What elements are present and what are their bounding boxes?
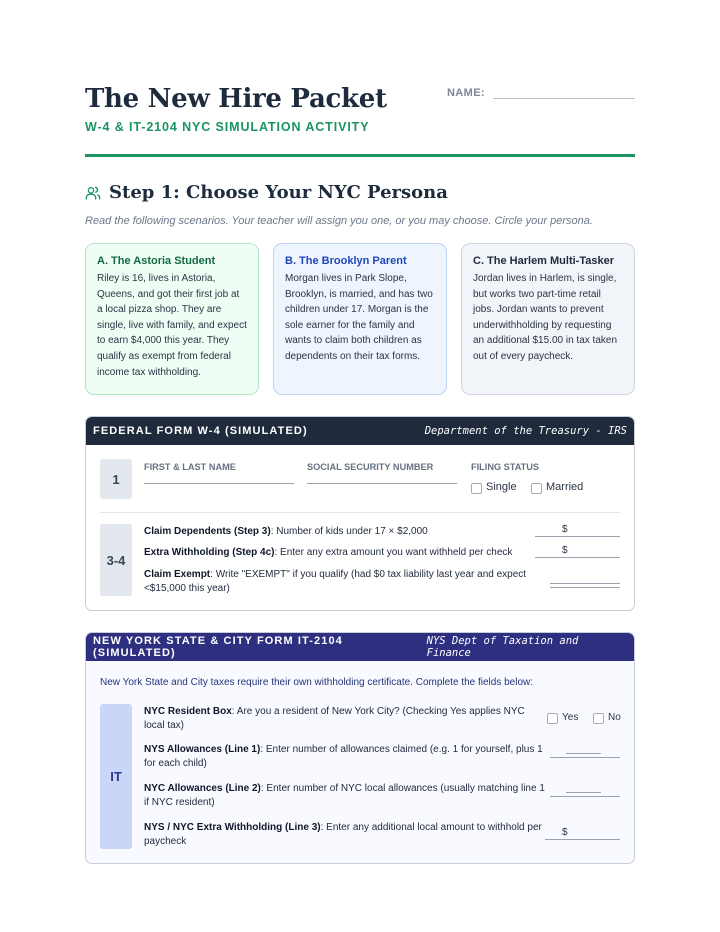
nys-allowances-field[interactable] bbox=[566, 753, 601, 754]
persona-heading: C. The Harlem Multi-Tasker bbox=[473, 255, 614, 267]
dependents-currency: $ bbox=[562, 524, 568, 535]
nyc-resident-label: NYC Resident Box bbox=[144, 706, 232, 717]
nys-allowances-label: NYS Allowances (Line 1) bbox=[144, 744, 261, 755]
step1-title: Step 1: Choose Your NYC Persona bbox=[109, 182, 448, 203]
nyc-extra-withholding-currency: $ bbox=[562, 827, 568, 838]
nyc-allowances-row bbox=[144, 782, 550, 810]
it2104-agency: NYS Dept of Taxation and Finance bbox=[426, 635, 579, 659]
single-option-label: Single bbox=[486, 481, 517, 493]
w4-section-badge-1: 1 bbox=[100, 459, 132, 499]
dependents-text: : Number of kids under 17 × $2,000 bbox=[270, 526, 428, 537]
nyc-resident-yes-checkbox[interactable] bbox=[547, 713, 558, 724]
persona-body: Jordan lives in Harlem, is single, but works two part-time retail jobs. Jordan wants to prevent underwithholding by requesting an additional $15.00 in tax taken out of every paycheck. bbox=[473, 273, 617, 362]
nys-allowances-row bbox=[144, 743, 550, 771]
ssn-column-label: SOCIAL SECURITY NUMBER bbox=[307, 462, 434, 472]
w4-title: FEDERAL FORM W-4 (SIMULATED) bbox=[93, 425, 308, 437]
name-column-label: FIRST & LAST NAME bbox=[144, 462, 236, 472]
w4-divider bbox=[100, 512, 620, 513]
persona-body: Morgan lives in Park Slope, Brooklyn, is married, and has two children under 17. Morgan is the sole earner for the family and wants to claim both children as dependents on their tax forms. bbox=[285, 273, 433, 362]
nyc-extra-withholding-label: NYS / NYC Extra Withholding (Line 3) bbox=[144, 822, 321, 833]
extra-withholding-row bbox=[144, 546, 534, 560]
name-field-row bbox=[447, 87, 635, 99]
nyc-resident-row bbox=[144, 705, 539, 733]
persona-heading: A. The Astoria Student bbox=[97, 255, 216, 267]
dependents-row bbox=[144, 525, 534, 539]
dependents-amount-field[interactable] bbox=[535, 536, 620, 537]
extra-withholding-label: Extra Withholding (Step 4c) bbox=[144, 547, 275, 558]
claim-exempt-field-double-line bbox=[550, 587, 620, 588]
w4-name-field[interactable] bbox=[144, 483, 294, 484]
nys-allowances-text: : Enter number of allowances claimed (e.g. 1 for yourself, plus 1 for each child) bbox=[144, 744, 543, 769]
page-header bbox=[85, 84, 635, 134]
nyc-allowances-field[interactable] bbox=[566, 792, 601, 793]
nyc-allowances-label: NYC Allowances (Line 2) bbox=[144, 783, 261, 794]
persona-card-a[interactable] bbox=[85, 243, 259, 395]
it2104-intro: New York State and City taxes require their own withholding certificate. Complete the fields below: bbox=[100, 677, 534, 688]
married-option-label: Married bbox=[546, 481, 584, 493]
yes-option-label: Yes bbox=[562, 712, 579, 723]
w4-ssn-field[interactable] bbox=[307, 483, 457, 484]
w4-section-badge-3-4: 3-4 bbox=[100, 524, 132, 596]
extra-withholding-currency: $ bbox=[562, 545, 568, 556]
w4-form bbox=[85, 416, 635, 611]
it2104-section-badge: IT bbox=[100, 704, 132, 849]
married-checkbox[interactable] bbox=[531, 483, 542, 494]
claim-exempt-text: : Write "EXEMPT" if you qualify (had $0 tax liability last year and expect <$15,000 this year) bbox=[144, 569, 527, 594]
claim-exempt-row bbox=[144, 568, 544, 596]
extra-withholding-amount-field[interactable] bbox=[535, 557, 620, 558]
nyc-allowances-field-line bbox=[550, 796, 620, 797]
it2104-body bbox=[86, 661, 634, 864]
persona-body: Riley is 16, lives in Astoria, Queens, and got their first job at a local pizza shop. They are single, live with family, and expect to earn $4,000 this year. They qualify as exempt from federal income tax withholding. bbox=[97, 273, 247, 378]
w4-agency: Department of the Treasury - IRS bbox=[424, 425, 627, 437]
step1-instructions: Read the following scenarios. Your teacher will assign you one, or you may choose. Circle your persona. bbox=[85, 215, 593, 227]
filing-status-label: FILING STATUS bbox=[471, 462, 540, 472]
nyc-resident-no-checkbox[interactable] bbox=[593, 713, 604, 724]
nyc-extra-withholding-text: : Enter any additional local amount to withhold per paycheck bbox=[144, 822, 542, 847]
header-divider bbox=[85, 154, 635, 157]
it2104-title: NEW YORK STATE & CITY FORM IT-2104 (SIMULATED) bbox=[93, 635, 343, 659]
dependents-label: Claim Dependents (Step 3) bbox=[144, 526, 271, 537]
nyc-extra-withholding-row bbox=[144, 821, 544, 849]
nyc-allowances-text: : Enter number of NYC local allowances (usually matching line 1 if NYC resident) bbox=[144, 783, 545, 808]
users-icon bbox=[85, 185, 101, 201]
extra-withholding-text: : Enter any extra amount you want withheld per check bbox=[274, 547, 513, 558]
nyc-resident-text: : Are you a resident of New York City? (Checking Yes applies NYC local tax) bbox=[144, 706, 525, 731]
no-option-label: No bbox=[608, 712, 621, 723]
w4-header bbox=[86, 417, 634, 445]
it2104-form bbox=[85, 632, 635, 864]
page-subtitle: W-4 & IT-2104 NYC SIMULATION ACTIVITY bbox=[85, 120, 370, 134]
claim-exempt-label: Claim Exempt bbox=[144, 569, 211, 580]
claim-exempt-field[interactable] bbox=[550, 583, 620, 584]
persona-card-c[interactable] bbox=[461, 243, 635, 395]
it2104-header bbox=[86, 633, 634, 661]
page-title: The New Hire Packet bbox=[85, 84, 387, 114]
single-checkbox[interactable] bbox=[471, 483, 482, 494]
persona-heading: B. The Brooklyn Parent bbox=[285, 255, 407, 267]
step1-heading bbox=[85, 182, 448, 203]
name-field[interactable] bbox=[493, 87, 635, 99]
nys-allowances-field-line bbox=[550, 757, 620, 758]
name-label: NAME: bbox=[446, 87, 485, 99]
persona-card-b[interactable] bbox=[273, 243, 447, 395]
nyc-extra-withholding-field[interactable] bbox=[545, 839, 620, 840]
